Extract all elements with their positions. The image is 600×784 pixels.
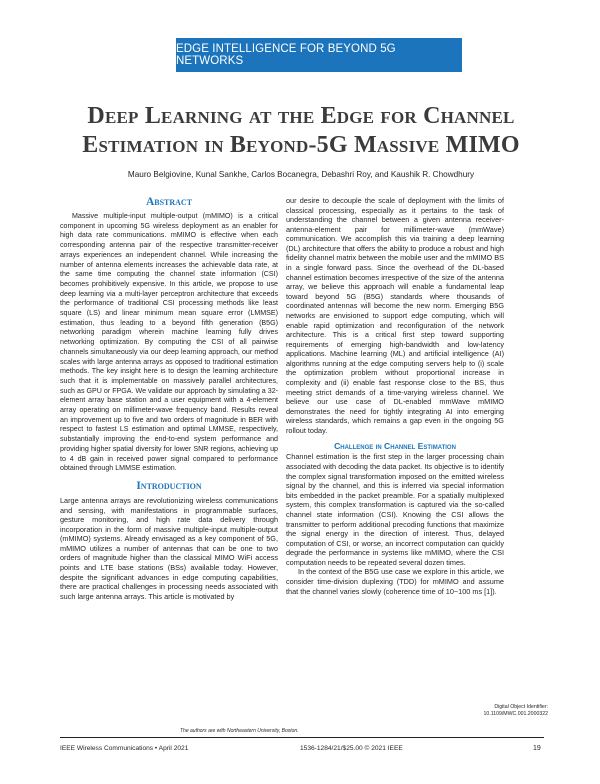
section-banner: EDGE INTELLIGENCE FOR BEYOND 5G NETWORKS: [176, 38, 462, 72]
abstract-heading: Abstract: [145, 196, 193, 208]
doi-block: [468, 704, 548, 718]
right-paragraph-3: In the context of the B5G use case we explore in this article, we consider time-division duplexing (TDD) for mMIMO and assume that the channel varies slowly (coherence time of 10~100 ms [1]).: [286, 567, 504, 596]
footer-rule: [60, 737, 544, 738]
article-title: Deep Learning at the Edge for Channel Estimation in Beyond-5G Massive MIMO: [82, 103, 520, 158]
doi-value: 10.1109/MWC.001.2000322: [483, 711, 548, 717]
introduction-text: Large antenna arrays are revolutionizing wireless communications and sensing, with manifestations in programmable surfaces, gesture monitoring, and high rate data delivery through incorporation in the form of massive multiple-input multiple-output (mMIMO) systems. Already envisaged as a key component of 5G, mMIMO utilizes a number of antennas that can be one to two orders of magnitude higher than the classical MIMO WiFi access points and LTE base stations (BSs) available today. However, despite the significant advances in edge computing capabilities, there are practical challenges in processing needs associated with such large antenna arrays. This article is motivated by: [60, 495, 278, 601]
page-number: 19: [533, 745, 541, 752]
copyright-footer: 1536-1284/21/$25.00 © 2021 IEEE: [300, 745, 403, 752]
abstract-text: Massive multiple-input multiple-output (mMIMO) is a critical component in upcoming 5G wireless deployment as an enabler for high data rate communications. mMIMO is effective when each corresponding antenna pair of the respective transmitter-receiver arrays experiences an independent channel. While increasing the number of antenna elements increases the achievable data rate, at the same time computing the channel state information (CSI) becomes prohibitively expensive. In this article, we propose to use deep learning via a multi-layer perceptron architecture that exceeds the performance of traditional CSI processing methods like least square (LS) and linear minimum mean square error (LMMSE) estimation, thus leading to a beyond fifth generation (B5G) networking paradigm wherein machine learning fully drives networking optimization. By computing the CSI of all pairwise channels simultaneously via our deep learning approach, our method scales with large antenna arrays as opposed to traditional estimation methods. The key insight here is to design the learning architecture such that it is implementable on massively parallel architectures, such as GPU or FPGA. We validate our approach by simulating a 32-element array base station and a user equipment with a 4-element array operating on millimeter-wave frequency band. Results reveal an improvement up to five and two orders of magnitude in BER with respect to fastest LS estimation and optimal LMMSE, respectively, substantially improving the end-to-end system performance and providing higher spatial diversity for lower SNR regions, achieving up to 4 dB gain in received power signal compared to performance obtained through LMMSE estimation.: [60, 212, 278, 473]
introduction-section: [60, 480, 278, 601]
right-column: [286, 196, 504, 596]
left-column: [60, 196, 278, 601]
author-affiliation-footnote: The authors are with Northeastern University, Boston.: [180, 728, 299, 734]
challenge-subheading: Challenge in Channel Estimation: [334, 441, 456, 452]
doi-label: Digital Object Identifier:: [494, 704, 548, 710]
right-paragraph-1: our desire to decouple the scale of deployment with the limits of classical processing, especially as it pertains to the task of understanding the channel between a given antenna receiver-antenna-element pair for millimeter-wave (mmWave) communication. We accomplish this via training a deep learning (DL) architecture that offers the ability to produce a robust and high fidelity channel matrix between the mobile user and the mMIMO BS in a single forward pass. Since the overhead of the DL-based channel estimation becomes irrespective of the size of the antenna array, we believe this approach will enable a fundamental leap toward beyond 5G (B5G) standards where thousands of coordinated antennas will become the new norm. Emerging B5G networks are envisioned to support edge computing, which will enable rapid optimization and reconfiguration of the network architecture. This is a critical first step toward supporting requirements of emerging high-bandwidth and low-latency applications. Machine learning (ML) and artificial intelligence (AI) algorithms running at the edge computing servers help to (i) scale the optimization problem without proportional increase in complexity and (ii) enable fast response close to the BS, thus meeting strict demands of a time-varying wireless channel. We believe our use case of DL-enabled mmWave mMIMO demonstrates the need for tightly integrating AI into emerging wireless standards, which remains a gap even in the ongoing 5G rollout today.: [286, 196, 504, 435]
right-paragraph-2: Channel estimation is the first step in the larger processing chain associated with decoding the data packet. Its objective is to identify the complex signal transformation imposed on the emitted wireless signal by the channel, and this is inferred via special information bits embedded in the packet preamble. For a spatially multiplexed system, this complex transformation is captured via the so-called channel state information (CSI). Knowing the CSI allows the transmitter to perform additional precoding functions that maximize the signal energy in the direction of interest. Thus, delayed computation of CSI, or worse, an incorrect computation can quickly degrade the performance in systems like mMIMO, where the CSI computation needs to be repeated several dozen times.: [286, 452, 504, 567]
introduction-heading: Introduction: [136, 479, 202, 492]
abstract-section: [60, 196, 278, 474]
journal-footer: IEEE Wireless Communications • April 2021: [60, 745, 189, 752]
author-list: Mauro Belgiovine, Kunal Sankhe, Carlos Bocanegra, Debashri Roy, and Kaushik R. Chowdhury: [127, 170, 475, 179]
